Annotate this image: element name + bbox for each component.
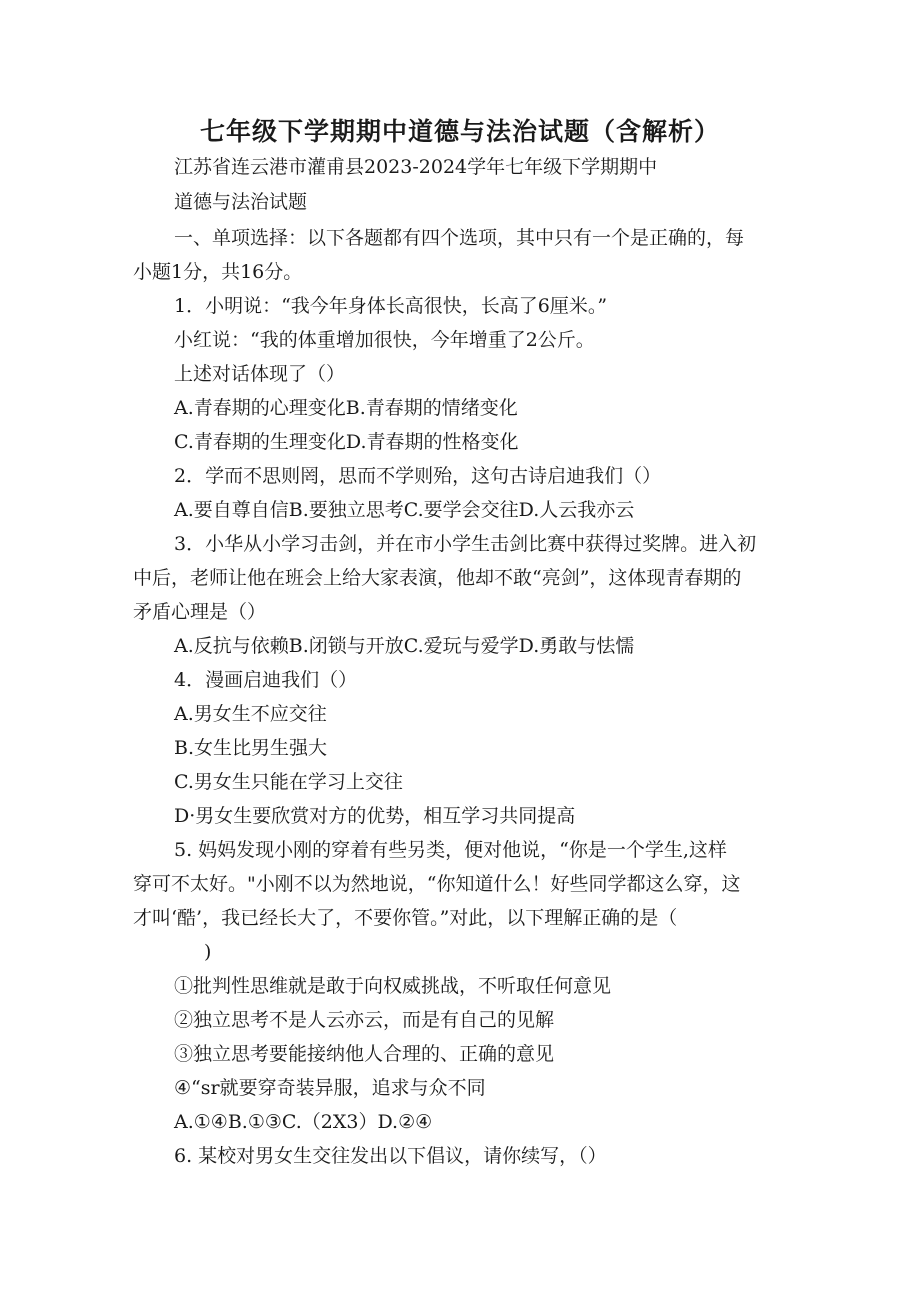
question-1-line: 上述对话体现了（） — [174, 363, 346, 385]
question-4-option-a: A.男女生不应交往 — [174, 703, 327, 725]
question-5: 5. 妈妈发现小刚的穿着有些另类，便对他说，“你是一个学生,这样 — [174, 839, 727, 861]
question-6: 6. 某校对男女生交往发出以下倡议，请你续写，（） — [174, 1145, 607, 1167]
question-5-statement: ②独立思考不是人云亦云，而是有自己的见解 — [174, 1009, 555, 1031]
question-5-statement: ③独立思考要能接纳他人合理的、正确的意见 — [174, 1043, 555, 1065]
question-5-statement: ④“sr就要穿奇装异服，追求与众不同 — [174, 1077, 486, 1099]
question-2-options: A.要自尊自信B.要独立思考C.要学会交往D.人云我亦云 — [174, 499, 635, 521]
question-5-line: 才叫‘酷’，我已经长大了，不要你管。”对此，以下理解正确的是（ — [133, 907, 678, 929]
question-1-line: 小红说：“我的体重增加很快，今年增重了2公斤。 — [174, 329, 595, 351]
question-5-line: 穿可不太好。"小刚不以为然地说，“你知道什么！好些同学都这么穿，这 — [133, 873, 741, 895]
question-3: 3．小华从小学习击剑，并在市小学生击剑比赛中获得过奖牌。进入初 — [174, 533, 757, 555]
question-4: 4．漫画启迪我们（） — [174, 669, 358, 691]
question-2: 2．学而不思则罔，思而不学则殆，这句古诗启迪我们（） — [174, 465, 662, 487]
source-line: 江苏省连云港市灌甫县2023-2024学年七年级下学期期中 — [174, 156, 658, 178]
question-1: 1．小明说：“我今年身体长高很快，长高了6厘米。” — [174, 295, 608, 317]
section-heading: 一、单项选择：以下各题都有四个选项，其中只有一个是正确的，每 — [174, 227, 745, 249]
question-3-options: A.反抗与依赖B.闭锁与开放C.爱玩与爱学D.勇敢与怯懦 — [174, 635, 635, 657]
subject-line: 道德与法治试题 — [174, 191, 308, 213]
question-5-options: A.①④B.①③C.（2X3）D.②④ — [174, 1111, 433, 1133]
question-5-statement: ①批判性思维就是敢于向权威挑战，不听取任何意见 — [174, 975, 612, 997]
question-1-options: A.青春期的心理变化B.青春期的情绪变化 — [174, 397, 518, 419]
question-4-option-c: C.男女生只能在学习上交往 — [174, 771, 403, 793]
question-5-line: ) — [204, 941, 212, 963]
question-3-line: 矛盾心理是（） — [133, 601, 267, 623]
section-heading-cont: 小题1分，共16分。 — [133, 261, 303, 283]
question-4-option-b: B.女生比男生强大 — [174, 737, 328, 759]
document-title: 七年级下学期期中道德与法治试题（含解析） — [199, 117, 720, 146]
question-3-line: 中后，老师让他在班会上给大家表演，他却不敢“亮剑”，这体现青春期的 — [133, 567, 742, 589]
question-4-option-d: D·男女生要欣赏对方的优势，相互学习共同提高 — [174, 805, 576, 827]
question-1-options: C.青春期的生理变化D.青春期的性格变化 — [174, 431, 519, 453]
